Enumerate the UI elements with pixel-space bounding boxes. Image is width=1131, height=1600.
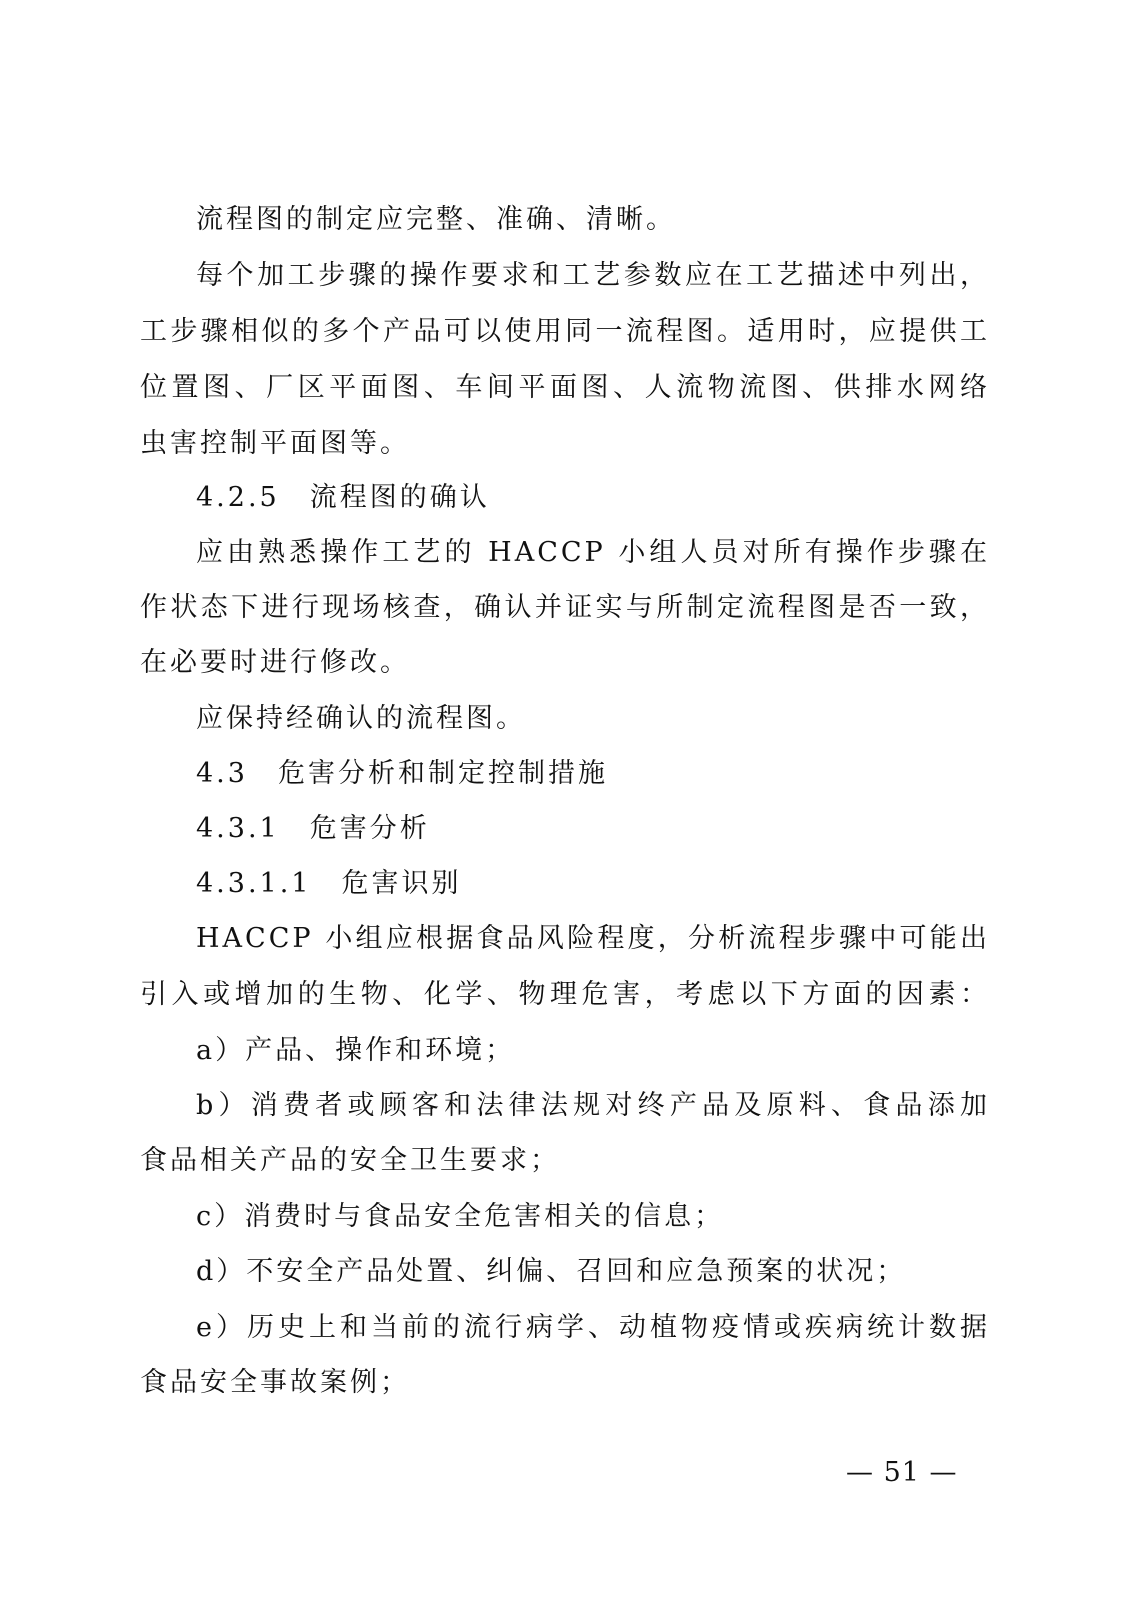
paragraph-line: 位置图、厂区平面图、车间平面图、人流物流图、供排水网络: [140, 372, 990, 403]
section-heading: 4.3.1 危害分析: [196, 813, 430, 844]
paragraph-line: 引入或增加的生物、化学、物理危害，考虑以下方面的因素：: [140, 979, 990, 1010]
list-item: c）消费时与食品安全危害相关的信息；: [196, 1201, 725, 1232]
list-item: d）不安全产品处置、纠偏、召回和应急预案的状况；: [196, 1256, 907, 1287]
paragraph-line: 作状态下进行现场核查，确认并证实与所制定流程图是否一致，: [140, 592, 990, 623]
paragraph-line: 流程图的制定应完整、准确、清晰。: [196, 204, 676, 235]
section-heading: 4.3 危害分析和制定控制措施: [196, 758, 608, 789]
paragraph-line: 在必要时进行修改。: [140, 647, 410, 678]
list-item-continuation: 食品安全事故案例；: [140, 1367, 410, 1398]
paragraph-line: 工步骤相似的多个产品可以使用同一流程图。适用时，应提供工: [140, 316, 990, 347]
paragraph-line: 每个加工步骤的操作要求和工艺参数应在工艺描述中列出，: [196, 260, 990, 291]
paragraph-line: HACCP 小组应根据食品风险程度，分析流程步骤中可能出: [196, 923, 990, 954]
page-number: — 51 —: [846, 1457, 958, 1488]
section-heading: 4.2.5 流程图的确认: [196, 482, 490, 513]
paragraph-line: 虫害控制平面图等。: [140, 428, 410, 459]
paragraph-line: 应由熟悉操作工艺的 HACCP 小组人员对所有操作步骤在: [196, 537, 990, 568]
list-item: e）历史上和当前的流行病学、动植物疫情或疾病统计数据: [196, 1312, 990, 1343]
list-item: a）产品、操作和环境；: [196, 1035, 516, 1066]
list-item-continuation: 食品相关产品的安全卫生要求；: [140, 1145, 560, 1176]
paragraph-line: 应保持经确认的流程图。: [196, 703, 526, 734]
section-heading: 4.3.1.1 危害识别: [196, 868, 462, 899]
list-item: b）消费者或顾客和法律法规对终产品及原料、食品添加: [196, 1090, 990, 1121]
